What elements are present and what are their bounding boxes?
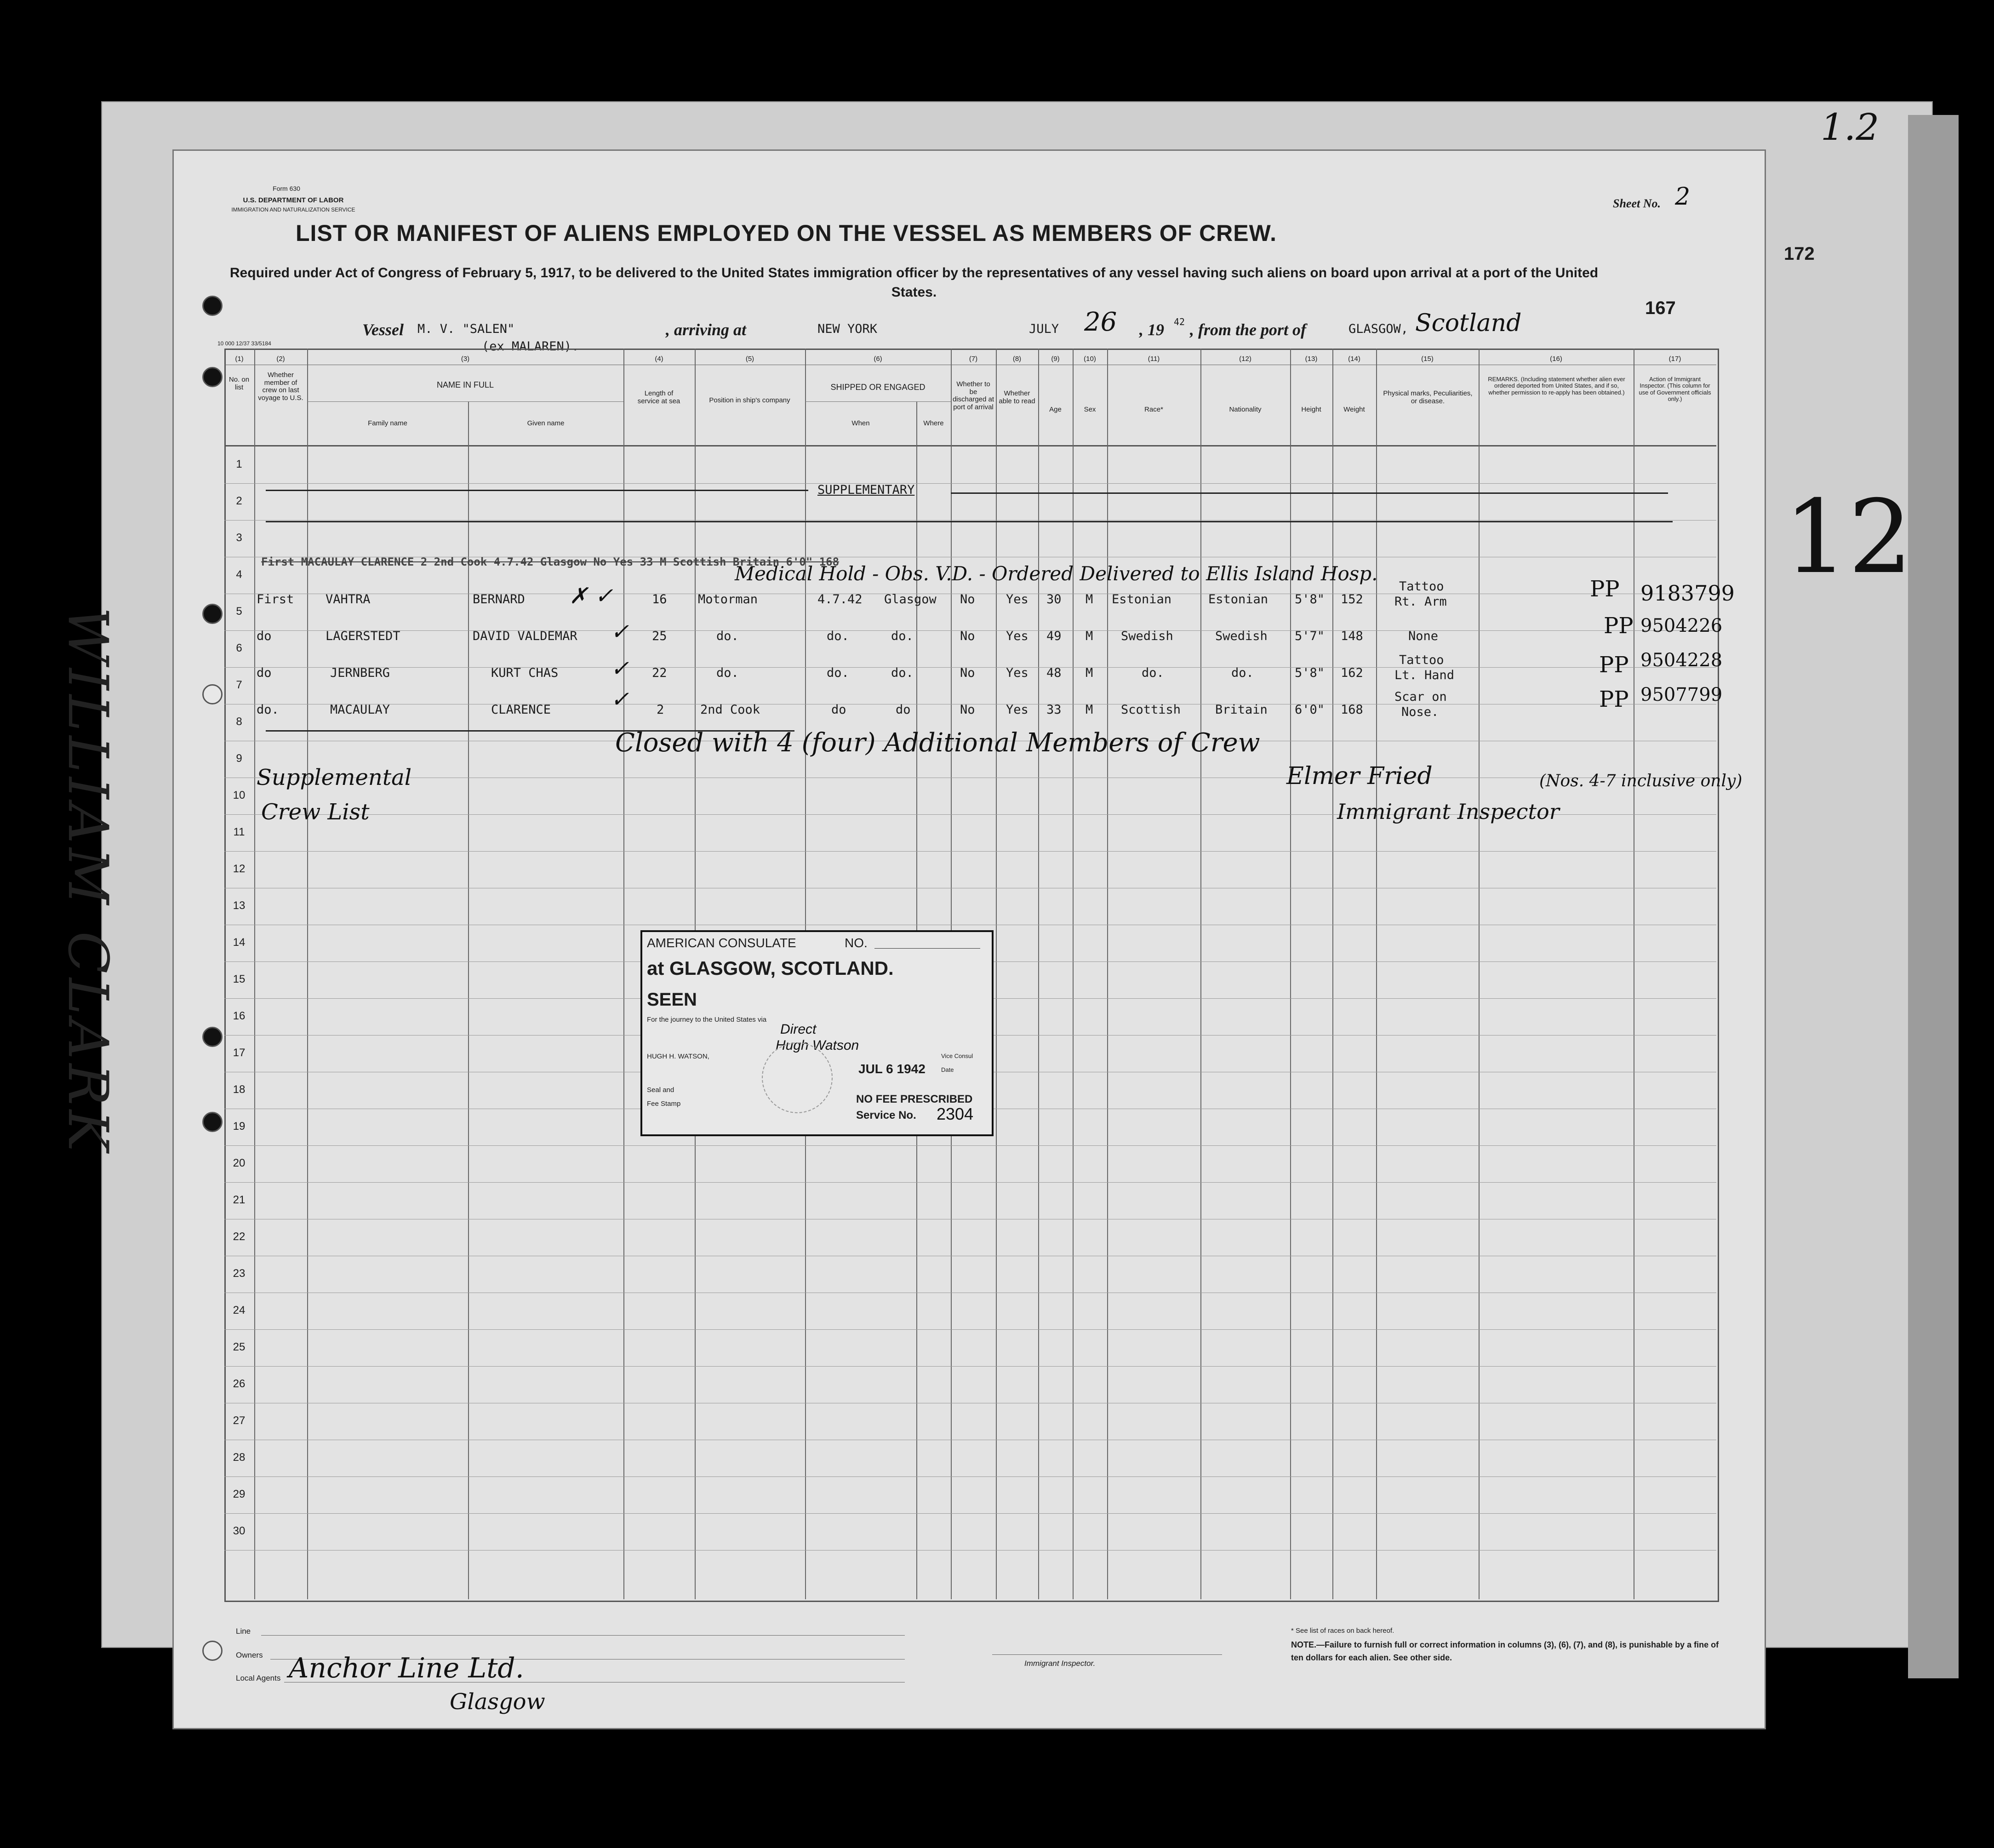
row-number: 28 — [233, 1451, 246, 1464]
col-header-height: Height — [1301, 406, 1321, 413]
crew-row-5-position: do. — [716, 629, 739, 643]
col-header-given-name: Given name — [527, 419, 565, 427]
row-number: 4 — [236, 568, 242, 581]
row-number: 1 — [236, 458, 242, 470]
col-header-when: When — [851, 419, 870, 427]
row-number: 7 — [236, 679, 242, 691]
crew-row-6-marks-1: Tattoo — [1399, 653, 1444, 667]
crew-row-4-service: 16 — [652, 592, 667, 606]
manifest-sheet — [172, 149, 1766, 1729]
vessel-ex-name: (ex MALAREN). — [482, 339, 579, 354]
year-label: , 19 — [1139, 320, 1164, 339]
crew-row-7-given: CLARENCE — [491, 703, 551, 717]
punch-hole — [202, 367, 223, 387]
stamp-signature: Hugh Watson — [776, 1038, 859, 1053]
col-header-sex: Sex — [1084, 406, 1096, 413]
supplementary-label: SUPPLEMENTARY — [817, 483, 915, 497]
crew-row-5-given: DAVID VALDEMAR — [473, 629, 577, 643]
crew-row-4-position: Motorman — [698, 592, 758, 606]
row-number: 12 — [233, 863, 246, 875]
stamp-seal-1: Seal and — [647, 1086, 674, 1094]
col-header-shipped: SHIPPED OR ENGAGED — [830, 383, 926, 392]
crew-row-7-where: do — [896, 703, 911, 717]
crew-row-4-weight: 152 — [1341, 592, 1363, 606]
col-header-race: Race* — [1144, 406, 1163, 413]
crew-row-6-sex: M — [1086, 666, 1093, 680]
crew-row-5-service: 25 — [652, 629, 667, 643]
crew-row-7-height: 6'0" — [1295, 703, 1325, 717]
form-number: Form 630 — [273, 185, 300, 192]
col-header-discharged: Whether to be discharged at port of arrival — [952, 380, 994, 411]
footer-note-star: * See list of races on back hereof. — [1291, 1627, 1394, 1635]
col-num: (1) — [235, 355, 244, 363]
col-num: (3) — [461, 355, 470, 363]
crew-row-6-where: do. — [891, 666, 914, 680]
col-num: (14) — [1348, 355, 1360, 363]
row-number: 18 — [233, 1083, 246, 1096]
crew-row-4-nationality: Estonian — [1208, 592, 1268, 606]
punch-hole — [202, 1112, 223, 1132]
check-mark-icon: ✓ — [611, 619, 629, 645]
row-number: 21 — [233, 1194, 246, 1206]
stamp-seen: SEEN — [647, 990, 697, 1010]
crew-row-7-last-voyage: do. — [257, 703, 279, 717]
from-country: Scotland — [1415, 309, 1522, 337]
punch-hole — [202, 296, 223, 316]
crew-row-4-discharged: No — [960, 592, 975, 606]
inspector-signature: Elmer Fried — [1286, 762, 1433, 790]
col-num: (5) — [745, 355, 754, 363]
crew-row-7-marks-1: Scar on — [1394, 690, 1447, 704]
supplemental-note-2: Crew List — [261, 799, 370, 825]
crew-row-6-height: 5'8" — [1295, 666, 1325, 680]
crew-row-7-action: 9507799 — [1640, 684, 1723, 705]
inclusive-note: (Nos. 4-7 inclusive only) — [1539, 772, 1743, 790]
crew-row-4-marks-1: Tattoo — [1399, 579, 1444, 594]
crew-row-7-race: Scottish — [1121, 703, 1181, 717]
crew-row-6-when: do. — [827, 666, 849, 680]
inspector-title: Immigrant Inspector — [1337, 799, 1560, 824]
col-header-family-name: Family name — [368, 419, 407, 427]
row-number: 20 — [233, 1157, 246, 1169]
row-number: 16 — [233, 1010, 246, 1022]
crew-row-6-family: JERNBERG — [330, 666, 390, 680]
arrival-day: 26 — [1084, 307, 1117, 337]
stamp-consul-name: HUGH H. WATSON, — [647, 1053, 709, 1060]
supplemental-note-1: Supplemental — [257, 765, 412, 790]
manifest-subtitle: Required under Act of Congress of February 5, 1917, to be delivered to the United States immigration officer by the representatives of any vessel having such aliens on board upon arrival at a port of the United States. — [229, 265, 1599, 300]
row-number: 14 — [233, 936, 246, 949]
arrival-port: NEW YORK — [817, 322, 878, 336]
crew-row-7-family: MACAULAY — [330, 703, 390, 717]
crew-row-5-race: Swedish — [1121, 629, 1173, 643]
crew-row-6-nationality: do. — [1231, 666, 1254, 680]
crew-row-6-service: 22 — [652, 666, 667, 680]
year-digits: 42 — [1174, 316, 1185, 327]
stamp-header: AMERICAN CONSULATE — [647, 936, 796, 950]
crew-row-4-race: Estonian — [1112, 592, 1172, 606]
underlying-sheet-edge — [1908, 115, 1959, 1678]
col-num: (8) — [1012, 355, 1022, 363]
crew-row-7-when: do — [831, 703, 846, 717]
crew-row-7-age: 33 — [1046, 703, 1062, 717]
corner-mark: 1.2 — [1821, 106, 1880, 149]
punch-hole — [202, 684, 223, 704]
col-num: (16) — [1550, 355, 1562, 363]
stamp-consul-title: Vice Consul — [941, 1053, 973, 1059]
stamp-no-fee: NO FEE PRESCRIBED — [856, 1093, 973, 1105]
row-number: 9 — [236, 752, 242, 765]
col-num: (13) — [1305, 355, 1318, 363]
closed-note: Closed with 4 (four) Additional Members of Crew — [615, 728, 1260, 758]
crew-row-5-marks: None — [1408, 629, 1439, 643]
row-number: 27 — [233, 1414, 246, 1427]
row-separator — [224, 483, 1716, 484]
crew-row-6-last-voyage: do — [257, 666, 272, 680]
crew-row-5-when: do. — [827, 629, 849, 643]
row-number: 24 — [233, 1304, 246, 1316]
col-header-marks: Physical marks, Peculiarities, or disease. — [1383, 389, 1473, 405]
row-number: 30 — [233, 1525, 246, 1537]
stamp-service-no: 2304 — [937, 1104, 974, 1123]
row-number: 17 — [233, 1047, 246, 1059]
footer-agents-label: Local Agents — [236, 1674, 281, 1682]
crew-row-5-action: 9504226 — [1640, 615, 1723, 636]
row-number: 29 — [233, 1488, 246, 1500]
footer-agents-value-2: Glasgow — [450, 1689, 545, 1715]
col-header-last-voyage: Whether member of crew on last voyage to U.S. — [258, 371, 303, 402]
col-num: (17) — [1668, 355, 1681, 363]
crew-row-7-weight: 168 — [1341, 703, 1363, 717]
row-separator — [224, 1329, 1716, 1330]
stamp-service-label: Service No. — [856, 1109, 916, 1121]
col-header-action: Action of Immigrant Inspector. (This column for use of Government officials only.) — [1639, 376, 1711, 402]
sheet-number: 2 — [1675, 183, 1691, 211]
row-number: 3 — [236, 532, 242, 544]
crew-row-7-marks-2: Nose. — [1401, 705, 1439, 719]
punch-hole — [202, 1027, 223, 1047]
crew-row-4-last-voyage: First — [257, 592, 294, 606]
crew-row-5-remarks: PP — [1604, 613, 1634, 639]
margin-number-167: 167 — [1645, 298, 1676, 318]
row-number: 15 — [233, 973, 246, 985]
stamp-no-label: NO. — [845, 936, 868, 950]
crew-row-5-height: 5'7" — [1295, 629, 1325, 643]
crew-row-7-remarks: PP — [1599, 687, 1629, 712]
col-header-age: Age — [1049, 406, 1062, 413]
col-header-name: NAME IN FULL — [436, 380, 494, 389]
crew-row-6-race: do. — [1142, 666, 1164, 680]
stamp-seal-2: Fee Stamp — [647, 1100, 681, 1108]
col-num: (10) — [1084, 355, 1096, 363]
col-header-position: Position in ship's company — [709, 396, 790, 404]
row-separator — [224, 1182, 1716, 1183]
side-mark: WILLIAM CLARK — [56, 607, 120, 1156]
stamp-place: at GLASGOW, SCOTLAND. — [647, 957, 894, 979]
stamp-journey: For the journey to the United States via — [647, 1016, 767, 1024]
crew-row-4-given: BERNARD — [473, 592, 525, 606]
crew-row-5-age: 49 — [1046, 629, 1062, 643]
col-header-read: Whether able to read — [999, 389, 1035, 405]
medical-hold-note: Medical Hold - Obs. V.D. - Ordered Delivered to Ellis Island Hosp. — [735, 562, 1378, 585]
col-header-service: Length of service at sea — [637, 389, 680, 405]
col-num: (12) — [1239, 355, 1251, 363]
stamp-date-label: Date — [941, 1066, 954, 1073]
big-mark: 12 — [1784, 478, 1913, 596]
crew-row-4-where: Glasgow — [884, 592, 937, 606]
crew-row-4-marks-2: Rt. Arm — [1394, 595, 1447, 609]
col-header-weight: Weight — [1343, 406, 1365, 413]
footer-note: NOTE.—Failure to furnish full or correct information in columns (3), (6), (7), and (8), is punishable by a fine of ten dollars for each alien. See other side. — [1291, 1640, 1719, 1662]
print-code: 10 000 12/37 33/5184 — [217, 340, 271, 347]
col-header-where: Where — [923, 419, 944, 427]
row-number: 2 — [236, 495, 242, 507]
col-header-no: No. on list — [229, 376, 250, 391]
stamp-date: JUL 6 1942 — [858, 1062, 926, 1076]
row-separator — [224, 1513, 1716, 1514]
crew-row-4-age: 30 — [1046, 592, 1062, 606]
consulate-stamp — [640, 930, 994, 1136]
crew-row-4-remarks: PP — [1590, 576, 1620, 602]
row-separator — [224, 851, 1716, 852]
row-number: 23 — [233, 1267, 246, 1280]
margin-number-172: 172 — [1784, 244, 1815, 264]
row-number: 25 — [233, 1341, 246, 1353]
footer-inspector-label: Immigrant Inspector. — [1024, 1659, 1096, 1668]
vessel-name: M. V. "SALEN" — [417, 322, 515, 336]
row-number: 10 — [233, 789, 246, 801]
row-number: 6 — [236, 642, 242, 654]
row-separator — [224, 1145, 1716, 1146]
crew-row-5-weight: 148 — [1341, 629, 1363, 643]
col-num: (15) — [1421, 355, 1434, 363]
crew-row-5-sex: M — [1086, 629, 1093, 643]
row-number: 19 — [233, 1120, 246, 1133]
crew-row-7-discharged: No — [960, 703, 975, 717]
vessel-label: Vessel — [362, 320, 404, 339]
from-label: , from the port of — [1190, 320, 1307, 339]
footer-line-label: Line — [236, 1627, 251, 1636]
crew-row-5-where: do. — [891, 629, 914, 643]
crew-row-7-nationality: Britain — [1215, 703, 1268, 717]
crew-row-5-family: LAGERSTEDT — [326, 629, 400, 643]
crew-row-4-read: Yes — [1006, 592, 1028, 606]
arriving-label: , arriving at — [666, 320, 747, 339]
row-number: 26 — [233, 1378, 246, 1390]
col-num: (7) — [969, 355, 978, 363]
col-num: (6) — [874, 355, 882, 363]
col-num: (4) — [655, 355, 663, 363]
punch-hole — [202, 604, 223, 624]
check-mark-icon: ✓ — [611, 656, 629, 681]
crew-row-7-read: Yes — [1006, 703, 1028, 717]
crew-row-4-height: 5'8" — [1295, 592, 1325, 606]
row-number: 8 — [236, 715, 242, 728]
crew-row-6-weight: 162 — [1341, 666, 1363, 680]
crew-row-5-discharged: No — [960, 629, 975, 643]
crew-row-7-sex: M — [1086, 703, 1093, 717]
crew-row-5-nationality: Swedish — [1215, 629, 1268, 643]
crew-row-6-given: KURT CHAS — [491, 666, 559, 680]
crew-row-4-sex: M — [1086, 592, 1093, 606]
crew-row-7-service: 2 — [657, 703, 664, 717]
form-dept: U.S. DEPARTMENT OF LABOR — [243, 196, 344, 204]
crew-row-6-position: do. — [716, 666, 739, 680]
row-separator — [224, 1476, 1716, 1477]
from-port: GLASGOW, — [1348, 322, 1409, 336]
crew-row-5-last-voyage: do — [257, 629, 272, 643]
row-number: 13 — [233, 899, 246, 912]
check-mark-icon: ✓ — [611, 687, 629, 712]
row-separator — [224, 520, 1716, 521]
crew-row-6-age: 48 — [1046, 666, 1062, 680]
crew-row-4-family: VAHTRA — [326, 592, 371, 606]
crew-row-6-action: 9504228 — [1640, 650, 1723, 671]
col-num: (2) — [276, 355, 285, 363]
row-number: 5 — [236, 605, 242, 618]
stamp-via: Direct — [780, 1022, 817, 1037]
row-number: 11 — [233, 826, 245, 838]
crossed-row: First MACAULAY CLARENCE 2 2nd Cook 4.7.42 Glasgow No Yes 33 M Scottish Britain 6'0" 168 — [261, 555, 840, 568]
col-num: (9) — [1051, 355, 1060, 363]
sheet-label: Sheet No. — [1613, 197, 1661, 210]
crew-row-6-marks-2: Lt. Hand — [1394, 668, 1455, 682]
embossed-seal — [762, 1042, 833, 1113]
form-service: IMMIGRATION AND NATURALIZATION SERVICE — [231, 206, 355, 213]
check-mark-icon: ✗ ✓ — [569, 583, 613, 609]
crew-row-7-position: 2nd Cook — [700, 703, 760, 717]
footer-agents-value-1: Anchor Line Ltd. — [289, 1652, 524, 1684]
arrival-month: JULY — [1029, 322, 1059, 336]
row-number: 22 — [233, 1230, 246, 1243]
crew-row-6-remarks: PP — [1599, 652, 1629, 678]
crew-row-4-action: 9183799 — [1640, 581, 1735, 606]
crew-row-5-read: Yes — [1006, 629, 1028, 643]
col-header-remarks: REMARKS. (Including statement whether alien ever ordered deported from United States, and if so, whether permission to re-apply has been obtained.) — [1488, 376, 1625, 396]
punch-hole — [202, 1641, 223, 1661]
crew-row-6-read: Yes — [1006, 666, 1028, 680]
row-separator — [224, 1366, 1716, 1367]
crew-row-6-discharged: No — [960, 666, 975, 680]
manifest-title: LIST OR MANIFEST OF ALIENS EMPLOYED ON THE VESSEL AS MEMBERS OF CREW. — [296, 220, 1277, 246]
footer-owners-label: Owners — [236, 1651, 263, 1659]
col-header-nationality: Nationality — [1229, 406, 1262, 413]
crew-row-4-when: 4.7.42 — [817, 592, 863, 606]
col-num: (11) — [1148, 355, 1160, 363]
